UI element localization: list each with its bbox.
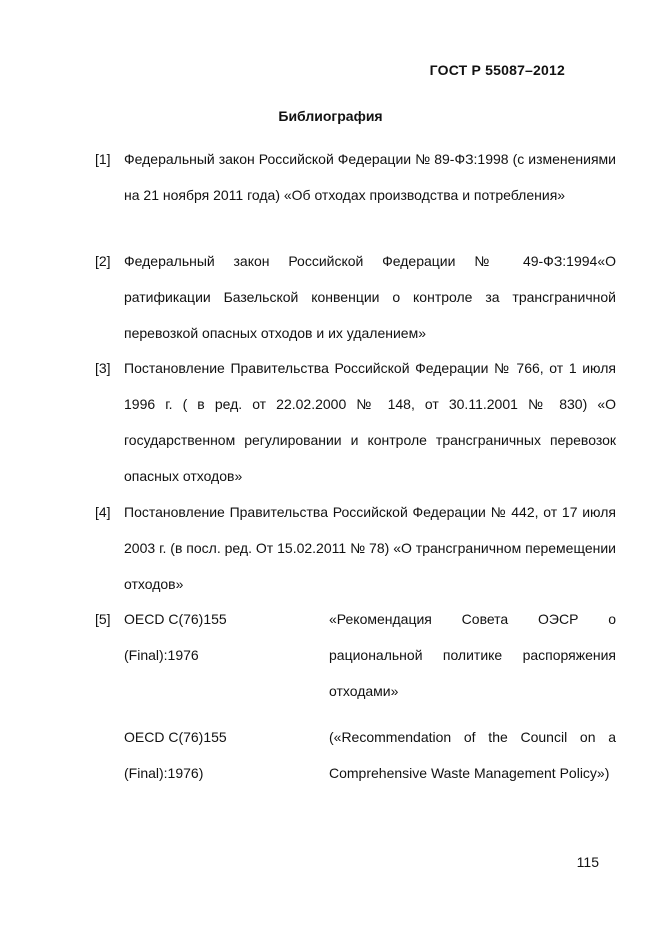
entry-code-line: OECD C(76)155 — [124, 729, 227, 745]
entry-code-line: (Final):1976 — [124, 647, 199, 663]
entry-code-line: OECD C(76)155 — [124, 611, 227, 627]
entry-title: («Recommendation of the Council on a Comprehensive Waste Management Policy») — [329, 729, 616, 781]
entry-text: Федеральный закон Российской Федерации № 89-ФЗ:1998 (с изменениями на 21 ноября 2011 года) «Об отходах производства и потребления» — [124, 151, 616, 203]
entry-number: [2] — [95, 253, 111, 269]
entry-code-line: (Final):1976) — [124, 765, 204, 781]
entry-text: Постановление Правительства Российской Федерации № 442, от 17 июля 2003 г. (в посл. ред. От 15.02.2011 № 78) «О трансграничном перемещении отходов» — [124, 504, 616, 592]
entry-number: [3] — [95, 360, 111, 376]
bibliography-entry — [95, 141, 616, 213]
page-number: 115 — [576, 854, 599, 870]
entry-number: [5] — [95, 611, 111, 627]
entry-number: [1] — [95, 151, 111, 167]
entry-number: [4] — [95, 504, 111, 520]
bibliography-entry — [95, 243, 616, 351]
bibliography-entry-ru — [124, 601, 616, 709]
entry-code — [124, 719, 314, 791]
entry-title: «Рекомендация Совета ОЭСР о рациональной политике распоряжения отходами» — [329, 611, 616, 699]
document-code: ГОСТ Р 55087–2012 — [429, 62, 565, 78]
entry-code — [124, 601, 314, 673]
entry-text: Федеральный закон Российской Федерации № 49-ФЗ:1994«О ратификации Базельской конвенции о контроле за трансграничной перевозкой опасных отходов и их удалением» — [124, 253, 616, 341]
bibliography-entry — [95, 350, 616, 494]
bibliography-entry — [95, 494, 616, 602]
entry-text: Постановление Правительства Российской Федерации № 766, от 1 июля 1996 г. ( в ред. от 22.02.2000 № 148, от 30.11.2001 № 830) «О государственном регулировании и контроле трансграничных перевозок опасных отходов» — [124, 360, 616, 484]
section-title: Библиография — [278, 108, 383, 124]
bibliography-entry-en — [124, 719, 616, 827]
